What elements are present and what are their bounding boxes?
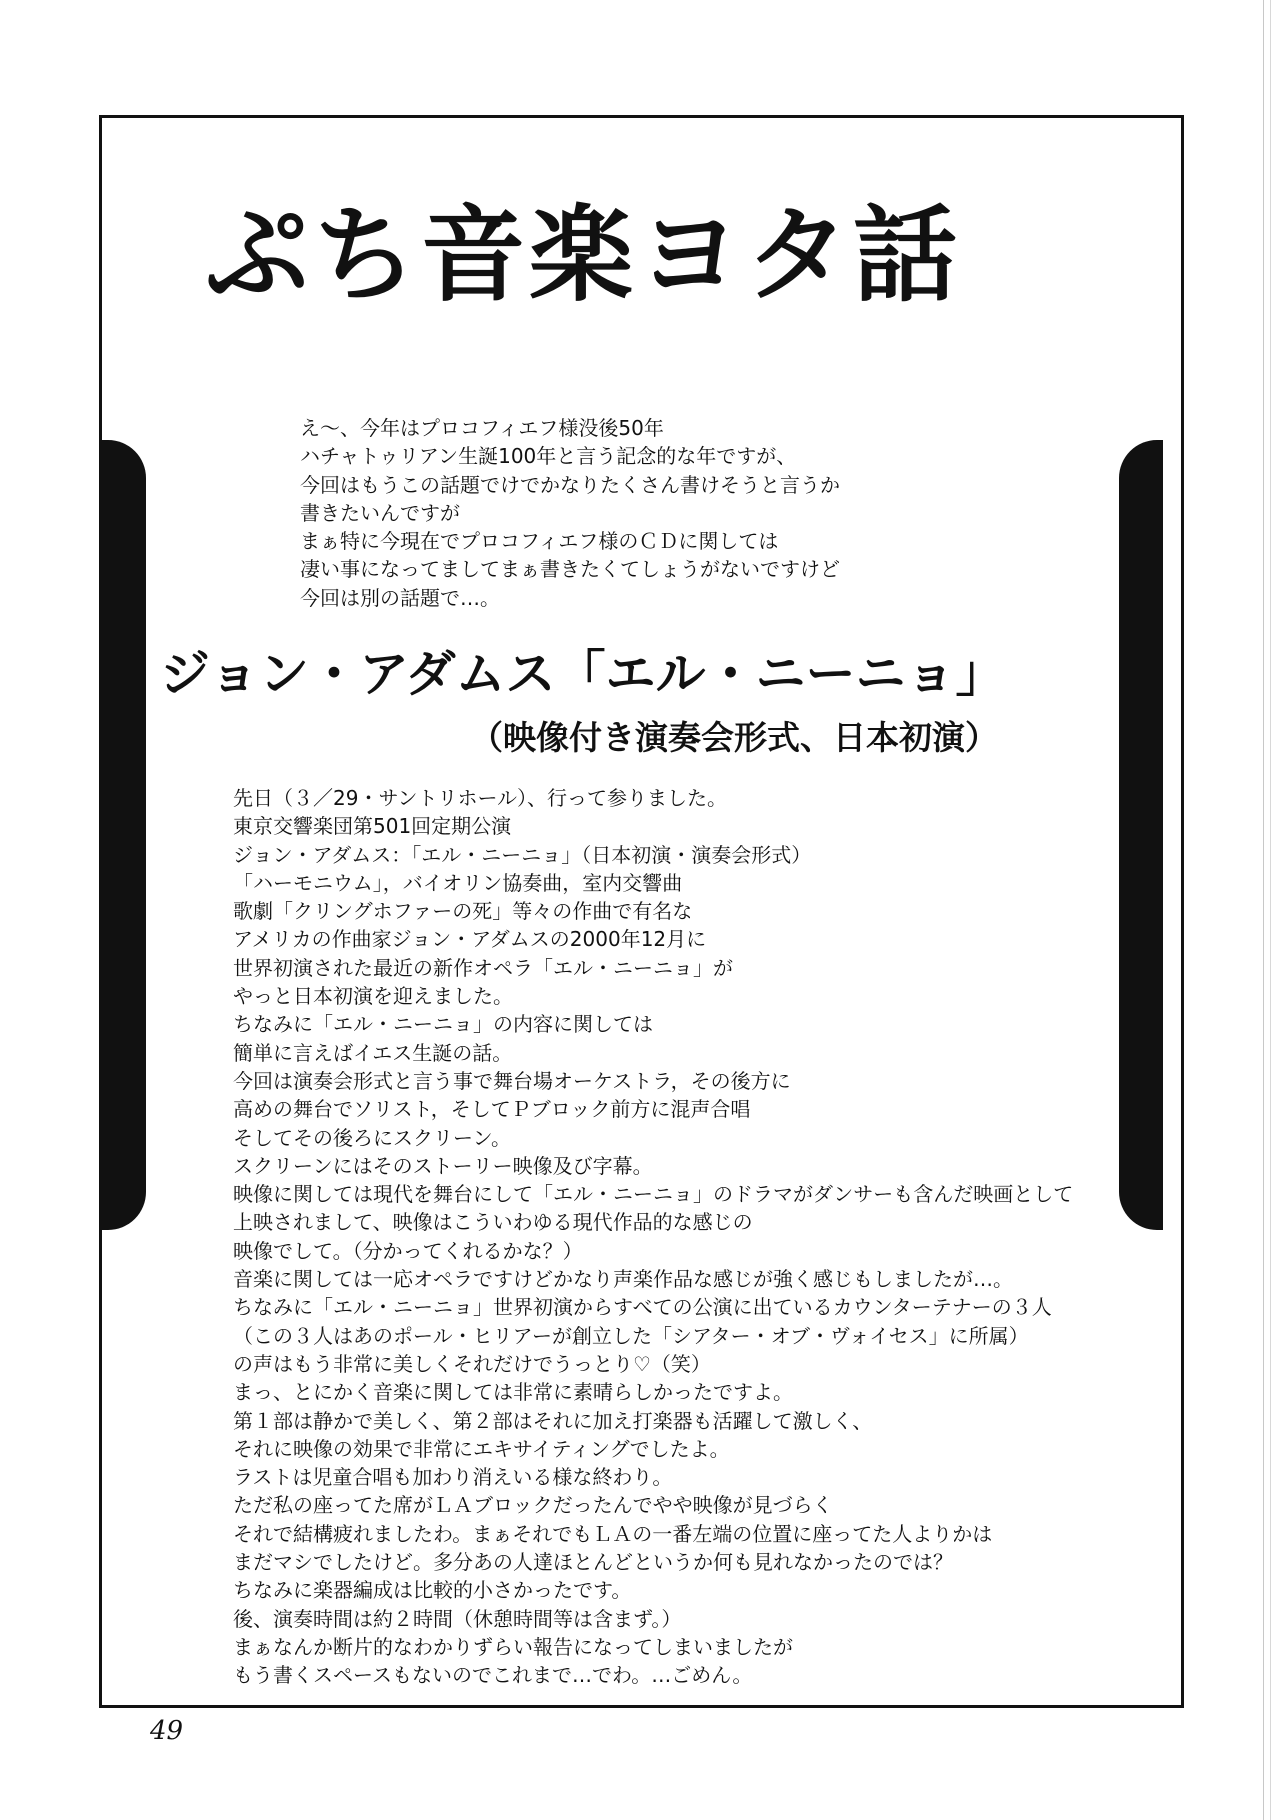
- intro-line: ハチャトゥリアン生誕100年と言う記念的な年ですが、: [300, 444, 797, 469]
- body-line: 映像に関しては現代を舞台にして「エル・ニーニョ」のドラマがダンサーも含んだ映画として: [233, 1182, 1074, 1207]
- intro-line: 今回は別の話題で…。: [300, 585, 500, 610]
- body-line: 歌劇「クリングホファーの死」等々の作曲で有名な: [233, 899, 693, 924]
- intro-line: まぁ特に今現在でプロコフィエフ様のＣＤに関しては: [300, 529, 779, 554]
- article-subheading: （映像付き演奏会形式、日本初演）: [470, 718, 998, 757]
- body-line: ラストは児童合唱も加わり消えいる様な終わり。: [233, 1465, 673, 1490]
- body-line: まぁなんか断片的なわかりずらい報告になってしまいましたが: [233, 1634, 793, 1659]
- intro-line: 書きたいんですが: [300, 500, 460, 525]
- body-line: まだマシでしたけど。多分あの人達ほとんどというか何も見れなかったのでは？: [233, 1550, 953, 1575]
- body-line: 映像でして。（分かってくれるかな？）: [233, 1238, 583, 1263]
- intro-line: え～、今年はプロコフィエフ様没後50年: [300, 416, 664, 440]
- body-line: それで結構疲れましたわ。まぁそれでもＬＡの一番左端の位置に座ってた人よりかは: [233, 1521, 993, 1546]
- body-line: ジョン・アダムス：「エル・ニーニョ」（日本初演・演奏会形式）: [233, 842, 812, 867]
- body-line: 世界初演された最近の新作オペラ「エル・ニーニョ」が: [233, 955, 733, 980]
- body-line: 簡単に言えばイエス生誕の話。: [233, 1040, 513, 1065]
- page-title: ぷち音楽ヨタ話: [205, 194, 962, 316]
- body-line: 第１部は静かで美しく、第２部はそれに加え打楽器も活躍して激しく、: [233, 1408, 873, 1433]
- binding-edge: [1263, 0, 1271, 1820]
- body-line: やっと日本初演を迎えました。: [233, 984, 513, 1009]
- body-line: 音楽に関しては一応オペラですけどかなり声楽作品な感じが強く感じもしましたが…。: [233, 1267, 1013, 1292]
- body-line: そしてその後ろにスクリーン。: [233, 1125, 511, 1150]
- intro-line: 凄い事になってましてまぁ書きたくてしょうがないですけど: [300, 557, 840, 582]
- page-number: 49: [150, 1716, 184, 1746]
- body-line: 上映されまして、映像はこういわゆる現代作品的な感じの: [233, 1210, 753, 1235]
- intro-paragraph: [300, 414, 1060, 612]
- body-line: （この３人はあのポール・ヒリアーが創立した「シアター・オブ・ヴォイセス」に所属）: [233, 1323, 1029, 1348]
- body-line: ちなみに「エル・ニーニョ」の内容に関しては: [233, 1012, 653, 1037]
- body-line: 東京交響楽団第501回定期公演: [233, 814, 512, 839]
- body-line: の声はもう非常に美しくそれだけでうっとり♡（笑）: [233, 1351, 711, 1376]
- body-line: 先日（３／29・サントリホール）、行って参りました。: [233, 786, 728, 810]
- body-line: 「ハーモニウム」，バイオリン協奏曲，室内交響曲: [233, 870, 683, 895]
- body-line: アメリカの作曲家ジョン・アダムスの2000年12月に: [233, 927, 707, 952]
- body-line: 高めの舞台でソリスト，そしてＰブロック前方に混声合唱: [233, 1097, 751, 1122]
- body-line: もう書くスペースもないのでこれまで…でわ。…ごめん。: [233, 1663, 753, 1688]
- body-line: 後、演奏時間は約２時間（休憩時間等は含まず。）: [233, 1606, 682, 1631]
- body-line: スクリーンにはそのストーリー映像及び字幕。: [233, 1153, 653, 1178]
- body-line: それに映像の効果で非常にエキサイティングでしたよ。: [233, 1436, 730, 1461]
- body-line: ちなみに楽器編成は比較的小さかったです。: [233, 1578, 632, 1603]
- intro-line: 今回はもうこの話題でけでかなりたくさん書けそうと言うか: [300, 472, 840, 497]
- article-body: [233, 784, 1113, 1690]
- right-side-tab: [1119, 440, 1163, 1230]
- body-line: 今回は演奏会形式と言う事で舞台場オーケストラ，その後方に: [233, 1068, 791, 1093]
- article-heading: ジョン・アダムス「エル・ニーニョ」: [160, 644, 1006, 703]
- body-line: まっ、とにかく音楽に関しては非常に素晴らしかったですよ。: [233, 1380, 793, 1405]
- left-side-tab: [102, 440, 146, 1230]
- body-line: ただ私の座ってた席がＬＡブロックだったんでやや映像が見づらく: [233, 1493, 833, 1518]
- body-line: ちなみに「エル・ニーニョ」世界初演からすべての公演に出ているカウンターテナーの３人: [233, 1295, 1052, 1320]
